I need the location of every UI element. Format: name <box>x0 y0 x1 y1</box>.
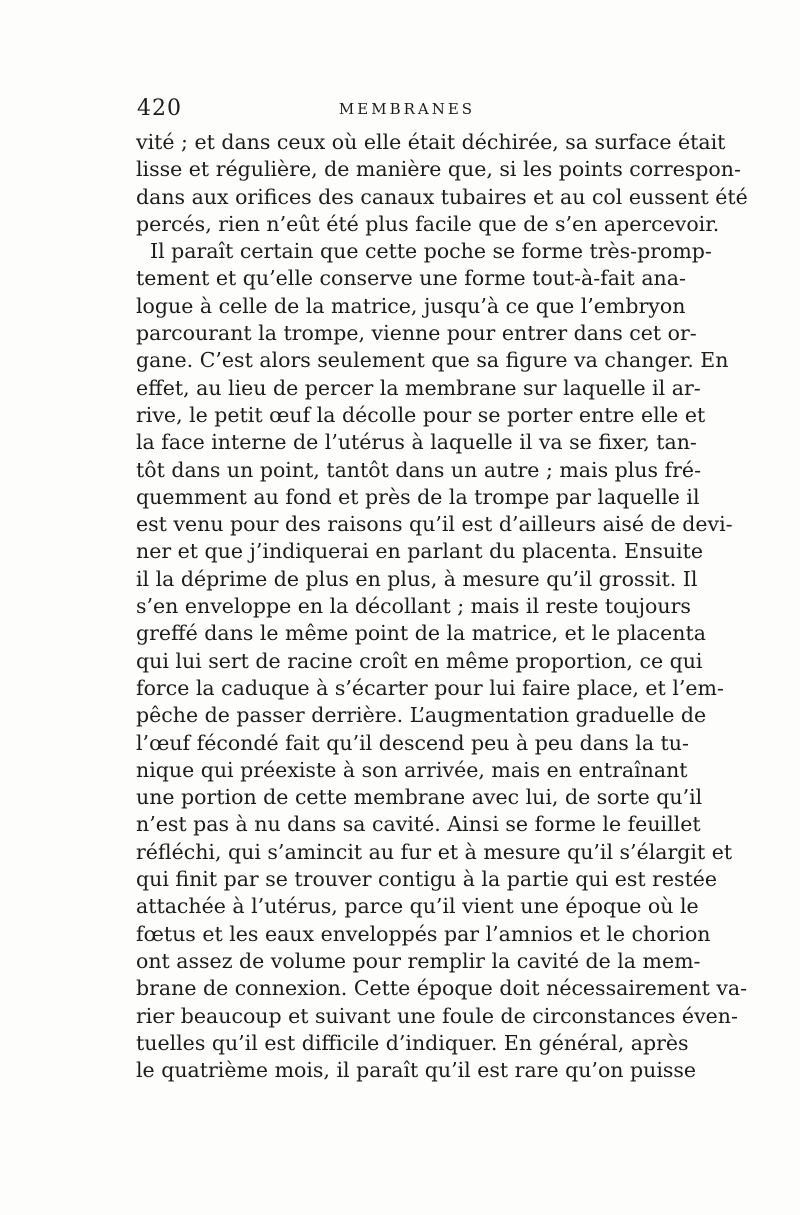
text-line: tuelles qu’il est difficile d’indiquer. En général, après <box>136 1030 689 1055</box>
text-line: rive, le petit œuf la décolle pour se porter entre elle et <box>136 402 706 427</box>
text-line: quemment au fond et près de la trompe par laquelle il <box>136 484 700 509</box>
text-line: qui lui sert de racine croît en même proportion, ce qui <box>136 648 703 673</box>
text-line: logue à celle de la matrice, jusqu’à ce que l’embryon <box>136 293 686 318</box>
text-line: n’est pas à nu dans sa cavité. Ainsi se forme le feuillet <box>136 812 701 837</box>
text-line: qui finit par se trouver contigu à la partie qui est restée <box>136 867 718 892</box>
text-line: lisse et régulière, de manière que, si les points correspon- <box>136 157 741 182</box>
text-line: brane de connexion. Cette époque doit nécessairement va- <box>136 976 748 1001</box>
text-line: effet, au lieu de percer la membrane sur laquelle il ar- <box>136 375 701 400</box>
text-line: ont assez de volume pour remplir la cavité de la mem- <box>136 948 701 973</box>
text-line: gane. C’est alors seulement que sa figure va changer. En <box>136 348 729 373</box>
text-line: tement et qu’elle conserve une forme tout-à-fait ana- <box>136 266 686 291</box>
text-line: force la caduque à s’écarter pour lui faire place, et l’em- <box>136 675 724 700</box>
text-line: la face interne de l’utérus à laquelle il va se fixer, tan- <box>136 430 697 455</box>
running-head: MEMBRANES <box>338 100 476 118</box>
text-line: attachée à l’utérus, parce qu’il vient une époque où le <box>136 894 699 919</box>
text-line: nique qui préexiste à son arrivée, mais en entraînant <box>136 757 688 782</box>
text-line: réfléchi, qui s’amincit au fur et à mesure qu’il s’élargit et <box>136 839 733 864</box>
text-line: ner et que j’indiquerai en parlant du placenta. Ensuite <box>136 539 703 564</box>
text-line: l’œuf fécondé fait qu’il descend peu à peu dans la tu- <box>136 730 689 755</box>
text-line: fœtus et les eaux enveloppés par l’amnios et le chorion <box>136 921 711 946</box>
text-line: rier beaucoup et suivant une foule de circonstances éven- <box>136 1003 738 1028</box>
text-line: Il paraît certain que cette poche se forme très-promp- <box>150 239 712 264</box>
text-line: pêche de passer derrière. L’augmentation graduelle de <box>136 703 707 728</box>
text-line: est venu pour des raisons qu’il est d’ailleurs aisé de devi- <box>136 512 733 537</box>
page-header <box>137 96 677 126</box>
text-line: parcourant la trompe, vienne pour entrer dans cet or- <box>136 321 697 346</box>
text-line: une portion de cette membrane avec lui, de sorte qu’il <box>136 785 703 810</box>
text-line: s’en enveloppe en la décollant ; mais il reste toujours <box>136 594 691 619</box>
text-line: tôt dans un point, tantôt dans un autre ; mais plus fré- <box>136 457 701 482</box>
text-line: le quatrième mois, il paraît qu’il est rare qu’on puisse <box>136 1058 697 1083</box>
body-text <box>136 129 748 1084</box>
text-line: il la déprime de plus en plus, à mesure qu’il grossit. Il <box>136 566 698 591</box>
text-line: percés, rien n’eût été plus facile que de s’en apercevoir. <box>136 211 720 236</box>
page-number: 420 <box>137 96 182 121</box>
text-line: greffé dans le même point de la matrice, et le placenta <box>136 621 706 646</box>
text-line: dans aux orifices des canaux tubaires et au col eussent été <box>136 184 748 209</box>
text-line: vité ; et dans ceux où elle était déchirée, sa surface était <box>136 130 726 154</box>
